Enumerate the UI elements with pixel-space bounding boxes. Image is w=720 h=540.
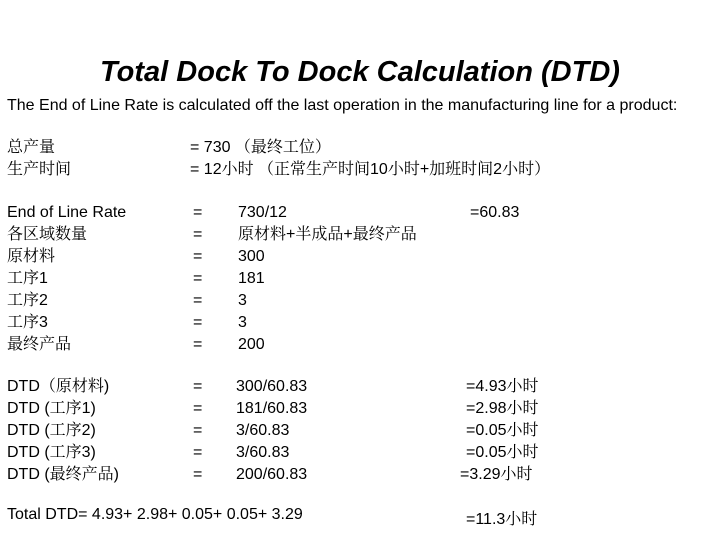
production-time-value: = 12小时 （正常生产时间10小时+加班时间2小时） (190, 161, 551, 178)
dtd-raw-material-result: =4.93小时 (466, 378, 539, 395)
process2-label: 工序2 (7, 292, 48, 309)
process1-value: 181 (238, 270, 265, 287)
dtd-final-product-formula: 200/60.83 (236, 466, 308, 483)
dtd-final-product-result: =3.29小时 (460, 466, 533, 483)
production-time-label: 生产时间 (7, 161, 72, 178)
dtd-process1-formula: 181/60.83 (236, 400, 308, 417)
raw-material-label: 原材料 (7, 248, 56, 265)
dtd-process2-equals: = (193, 422, 203, 439)
dtd-process2-result: =0.05小时 (466, 422, 539, 439)
final-product-value: 200 (238, 336, 265, 353)
process2-value: 3 (238, 292, 247, 309)
final-product-label: 最终产品 (7, 336, 72, 353)
total-output-label: 总产量 (7, 139, 56, 156)
area-quantity-label: 各区域数量 (7, 226, 88, 243)
raw-material-equals: = (193, 248, 203, 265)
dtd-process3-result: =0.05小时 (466, 444, 539, 461)
dtd-final-product-equals: = (193, 466, 203, 483)
dtd-process1-result: =2.98小时 (466, 400, 539, 417)
dtd-process1-equals: = (193, 400, 203, 417)
process3-equals: = (193, 314, 203, 331)
process2-equals: = (193, 292, 203, 309)
dtd-process3-label: DTD (工序3) (7, 444, 96, 461)
total-dtd-label: Total DTD= 4.93+ 2.98+ 0.05+ 0.05+ 3.29 (7, 506, 303, 523)
intro-text: The End of Line Rate is calculated off the last operation in the manufacturing line for a product: (7, 97, 678, 114)
raw-material-value: 300 (238, 248, 265, 265)
dtd-final-product-label: DTD (最终产品) (7, 466, 119, 483)
dtd-process2-label: DTD (工序2) (7, 422, 96, 439)
dtd-raw-material-label: DTD（原材料) (7, 378, 110, 395)
dtd-raw-material-formula: 300/60.83 (236, 378, 308, 395)
slide-title: Total Dock To Dock Calculation (DTD) (100, 56, 620, 88)
process1-equals: = (193, 270, 203, 287)
eol-rate-result: =60.83 (470, 204, 520, 221)
dtd-process3-equals: = (193, 444, 203, 461)
eol-rate-formula: 730/12 (238, 204, 287, 221)
process1-label: 工序1 (7, 270, 48, 287)
total-output-value: = 730 （最终工位） (190, 139, 331, 156)
total-dtd-result: =11.3小时 (466, 511, 538, 528)
eol-rate-label: End of Line Rate (7, 204, 127, 221)
final-product-equals: = (193, 336, 203, 353)
dtd-process3-formula: 3/60.83 (236, 444, 290, 461)
eol-rate-equals: = (193, 204, 203, 221)
area-quantity-equals: = (193, 226, 203, 243)
area-quantity-value: 原材料+半成品+最终产品 (238, 226, 417, 243)
dtd-process1-label: DTD (工序1) (7, 400, 96, 417)
process3-label: 工序3 (7, 314, 48, 331)
process3-value: 3 (238, 314, 247, 331)
dtd-process2-formula: 3/60.83 (236, 422, 290, 439)
dtd-raw-material-equals: = (193, 378, 203, 395)
